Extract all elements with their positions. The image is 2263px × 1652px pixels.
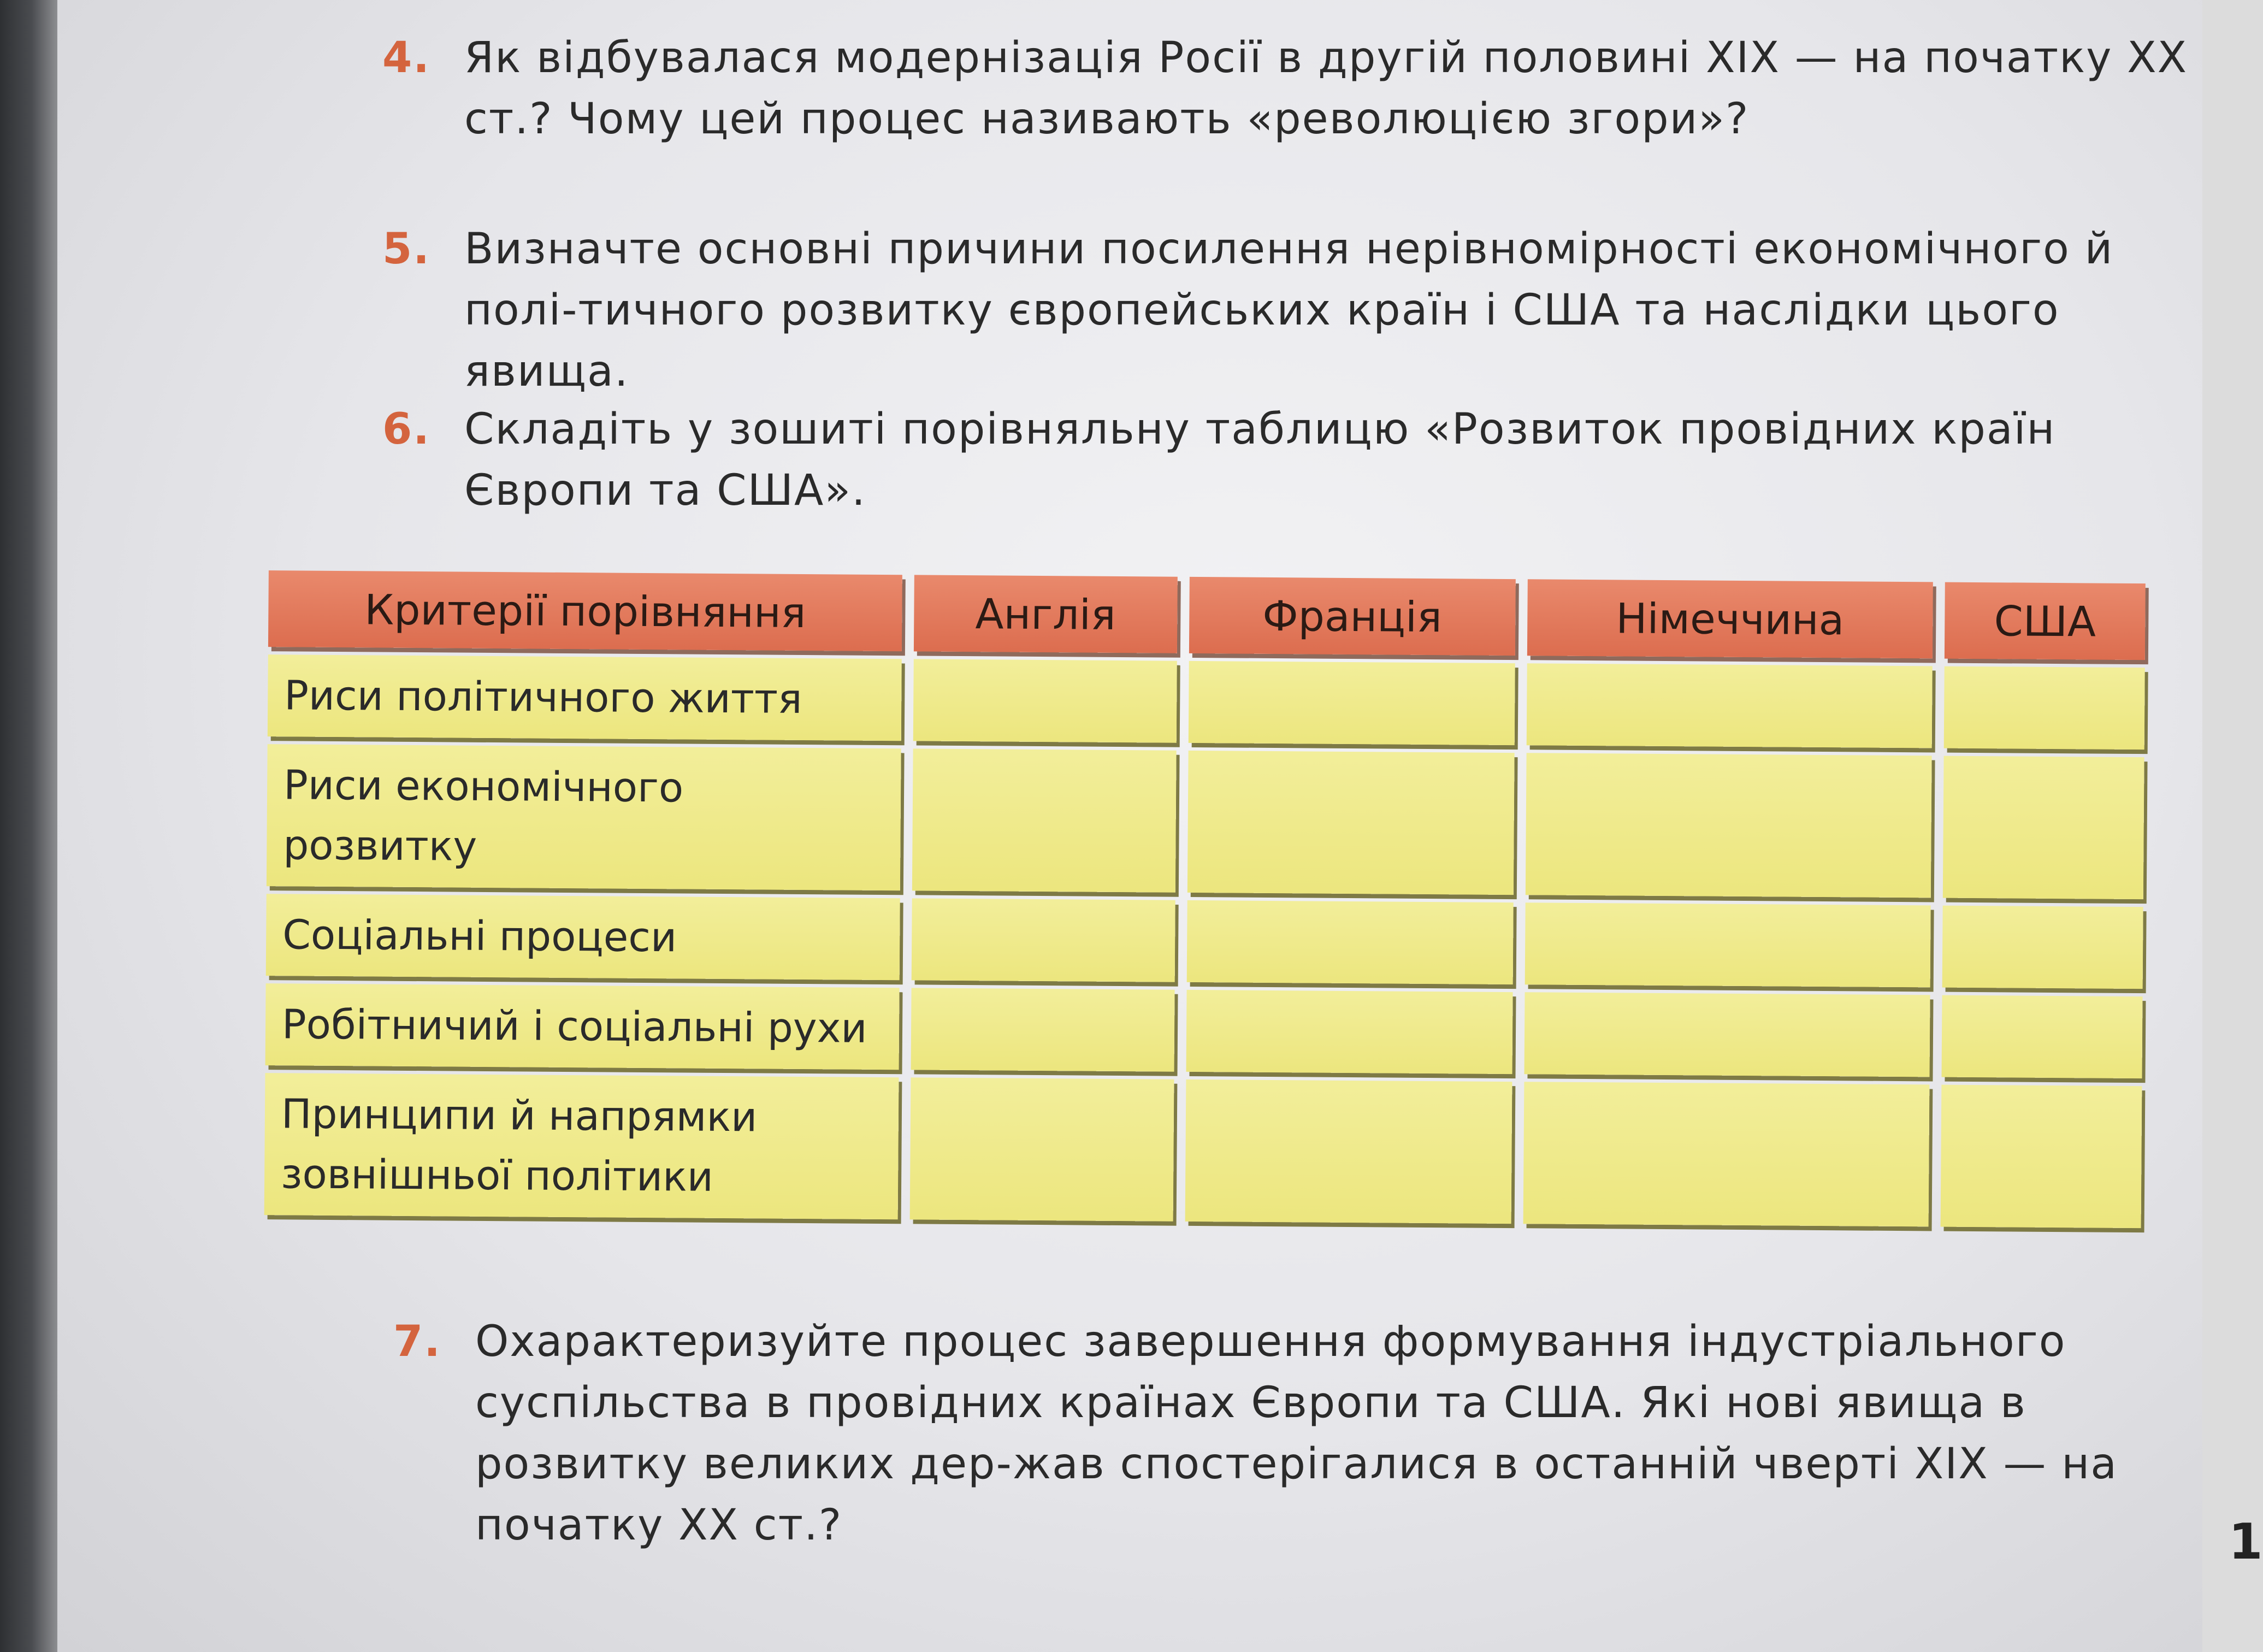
table-row [265, 983, 2143, 1078]
question-text: Охарактеризуйте процес завершення формування індустріального суспільства в провідних країнах Європи та США. Які нові явища в розвитку великих дер-жав спостерігалися в останній чверті XIX — на початку XX ст.? [475, 1317, 2118, 1550]
book-spine-shadow [0, 0, 57, 1652]
header-germany: Німеччина [1527, 579, 1933, 658]
comparison-table [252, 563, 2158, 1236]
empty-cell [1525, 902, 1931, 987]
criteria-cell: Соціальні процеси [266, 894, 900, 980]
criteria-cell: Принципи й напрямки зовнішньої політики [264, 1073, 899, 1219]
criteria-cell: Робітничий і соціальні рухи [265, 983, 900, 1070]
header-england: Англія [914, 575, 1177, 653]
empty-cell [910, 1077, 1174, 1221]
question-number: 5. [382, 225, 430, 274]
criteria-cell: Риси політичного життя [268, 654, 902, 741]
question-number: 6. [382, 405, 430, 454]
header-criteria: Критерії порівняння [268, 570, 902, 651]
empty-cell [1524, 992, 1930, 1077]
question-text: Як відбувалася модернізація Росії в другій половині XIX — на початку XX ст.? Чому цей процес називають «революцією згори»? [464, 33, 2188, 144]
question-text: Визначте основні причини посилення нерівномірності економічного й полі-тичного розвитку європейських країн і США та наслідки цього явища. [464, 225, 2114, 396]
criteria-cell: Риси економічного розвитку [267, 744, 901, 890]
empty-cell [913, 659, 1177, 742]
empty-cell [1526, 753, 1932, 898]
empty-cell [1185, 1079, 1512, 1224]
empty-cell [1186, 900, 1513, 984]
empty-cell [1943, 756, 2144, 900]
empty-cell [1188, 661, 1515, 745]
header-usa: США [1945, 582, 2146, 660]
table-row [267, 744, 2144, 899]
table-row [266, 894, 2143, 989]
question-5 [382, 219, 2234, 402]
empty-cell [1942, 906, 2143, 989]
empty-cell [911, 988, 1175, 1071]
empty-cell [1523, 1082, 1929, 1226]
question-7 [393, 1311, 2201, 1556]
table-row [268, 654, 2145, 750]
table-row [264, 1073, 2142, 1228]
empty-cell [912, 898, 1175, 982]
question-number: 7. [393, 1317, 441, 1366]
empty-cell [1942, 995, 2143, 1079]
question-6 [382, 399, 2229, 521]
empty-cell [1941, 1085, 2142, 1229]
empty-cell [1944, 666, 2145, 750]
empty-cell [1187, 751, 1514, 895]
header-france: Франція [1189, 577, 1515, 656]
empty-cell [1186, 990, 1512, 1074]
empty-cell [912, 748, 1176, 892]
page-number: 1 [2229, 1513, 2263, 1571]
table-header-row [268, 570, 2146, 660]
question-4 [382, 27, 2245, 150]
question-text: Складіть у зошиті порівняльну таблицю «Розвиток провідних країн Європи та США». [464, 405, 2056, 515]
question-number: 4. [382, 33, 430, 82]
empty-cell [1527, 663, 1933, 748]
